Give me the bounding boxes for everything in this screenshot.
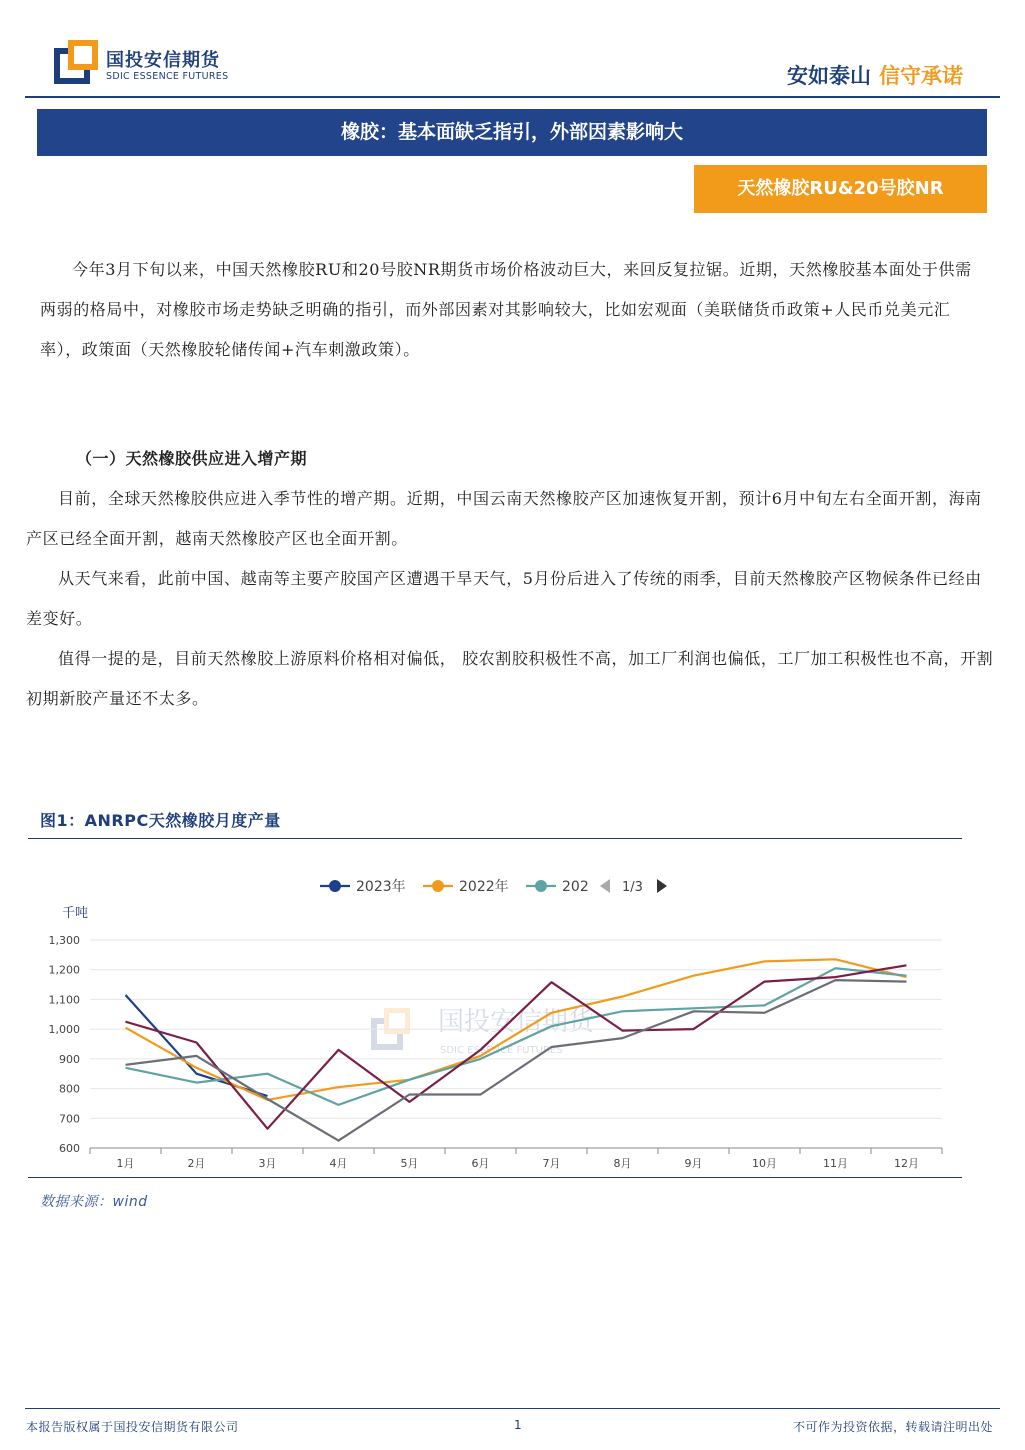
y-tick-label: 600	[59, 1142, 80, 1155]
legend-page-indicator: 1/3	[622, 880, 643, 895]
figure-bottom-rule	[28, 1177, 962, 1178]
footer-divider	[25, 1408, 1000, 1409]
disclaimer: 不可作为投资依据，转载请注明出处	[792, 1420, 993, 1434]
slogan-part-2: 信守承诺	[879, 64, 963, 88]
slogan	[787, 60, 963, 90]
page-number: 1	[514, 1418, 522, 1432]
legend-label: 2023年	[356, 879, 406, 895]
legend-prev-icon[interactable]	[600, 879, 610, 893]
legend-item[interactable]	[526, 879, 589, 895]
company-name-en: SDIC ESSENCE FUTURES	[106, 71, 229, 82]
x-tick-label: 10月	[752, 1157, 777, 1170]
x-tick-label: 12月	[894, 1157, 919, 1170]
watermark-text-en: SDIC ESSENCE FUTURES	[440, 1045, 563, 1056]
company-name-cn: 国投安信期货	[106, 50, 220, 71]
x-tick-label: 7月	[542, 1157, 561, 1170]
commodity-tag: 天然橡胶RU&20号胶NR	[694, 165, 987, 213]
y-axis-unit-label: 千吨	[62, 906, 89, 921]
header-divider	[25, 96, 1000, 98]
y-tick-label: 800	[59, 1082, 80, 1096]
x-axis	[90, 1148, 942, 1170]
y-tick-label: 1,200	[48, 963, 80, 977]
watermark	[371, 1007, 596, 1056]
y-tick-label: 700	[59, 1112, 80, 1126]
legend-label: 2022年	[459, 879, 509, 895]
x-tick-label: 3月	[258, 1157, 277, 1170]
y-tick-label: 1,100	[48, 993, 80, 1007]
legend-item[interactable]	[320, 878, 406, 895]
price-paragraph: 值得一提的是，目前天然橡胶上游原料价格相对偏低， 胶农割胶积极性不高，加工厂利润也偏低，工厂加工积极性也不高，开割初期新胶产量还不太多。	[26, 649, 994, 708]
x-tick-label: 11月	[823, 1157, 848, 1170]
x-tick-label: 9月	[684, 1157, 703, 1170]
figure-title: 图1：ANRPC天然橡胶月度产量	[40, 811, 281, 830]
y-tick-label: 1,300	[48, 934, 80, 947]
chart-legend	[320, 878, 667, 895]
y-tick-label: 1,000	[48, 1023, 80, 1037]
watermark-text-cn: 国投安信期货	[438, 1007, 595, 1037]
series-line-0	[126, 995, 268, 1096]
legend-label: 202	[562, 879, 589, 895]
report-title: 橡胶：基本面缺乏指引，外部因素影响大	[37, 109, 987, 156]
legend-swatch-dot	[329, 880, 341, 892]
x-tick-label: 5月	[400, 1157, 419, 1170]
x-tick-label: 6月	[471, 1157, 490, 1170]
weather-paragraph: 从天气来看，此前中国、越南等主要产胶国产区遭遇干旱天气，5月份后进入了传统的雨季，目前天然橡胶产区物候条件已经由差变好。	[26, 569, 982, 628]
data-source: 数据来源：wind	[40, 1194, 148, 1210]
production-line-chart	[28, 850, 962, 1175]
x-tick-label: 2月	[187, 1157, 206, 1170]
slogan-part-1: 安如泰山	[787, 64, 871, 88]
x-tick-label: 8月	[613, 1157, 632, 1170]
supply-paragraph: 目前，全球天然橡胶供应进入季节性的增产期。近期，中国云南天然橡胶产区加速恢复开割，预计6月中旬左右全面开割，海南产区已经全面开割，越南天然橡胶产区也全面开割。	[26, 489, 982, 548]
series-line-4	[126, 980, 907, 1141]
legend-swatch-dot	[432, 880, 444, 892]
x-tick-label: 1月	[116, 1157, 135, 1170]
x-tick-label: 4月	[329, 1157, 348, 1170]
section-heading: （一）天然橡胶供应进入增产期	[76, 449, 308, 468]
company-logo-icon	[54, 40, 98, 84]
y-tick-label: 900	[59, 1052, 80, 1066]
figure-top-rule	[28, 838, 962, 839]
legend-swatch-dot	[535, 880, 547, 892]
legend-next-icon[interactable]	[657, 879, 667, 893]
legend-item[interactable]	[423, 878, 509, 895]
intro-paragraph: 今年3月下旬以来，中国天然橡胶RU和20号胶NR期货市场价格波动巨大，来回反复拉锯。近期，天然橡胶基本面处于供需两弱的格局中，对橡胶市场走势缺乏明确的指引，而外部因素对其影响较大，比如宏观面（美联储货币政策+人民币兑美元汇率），政策面（天然橡胶轮储传闻+汽车刺激政策）。	[40, 260, 972, 359]
copyright-notice: 本报告版权属于国投安信期货有限公司	[26, 1420, 239, 1434]
